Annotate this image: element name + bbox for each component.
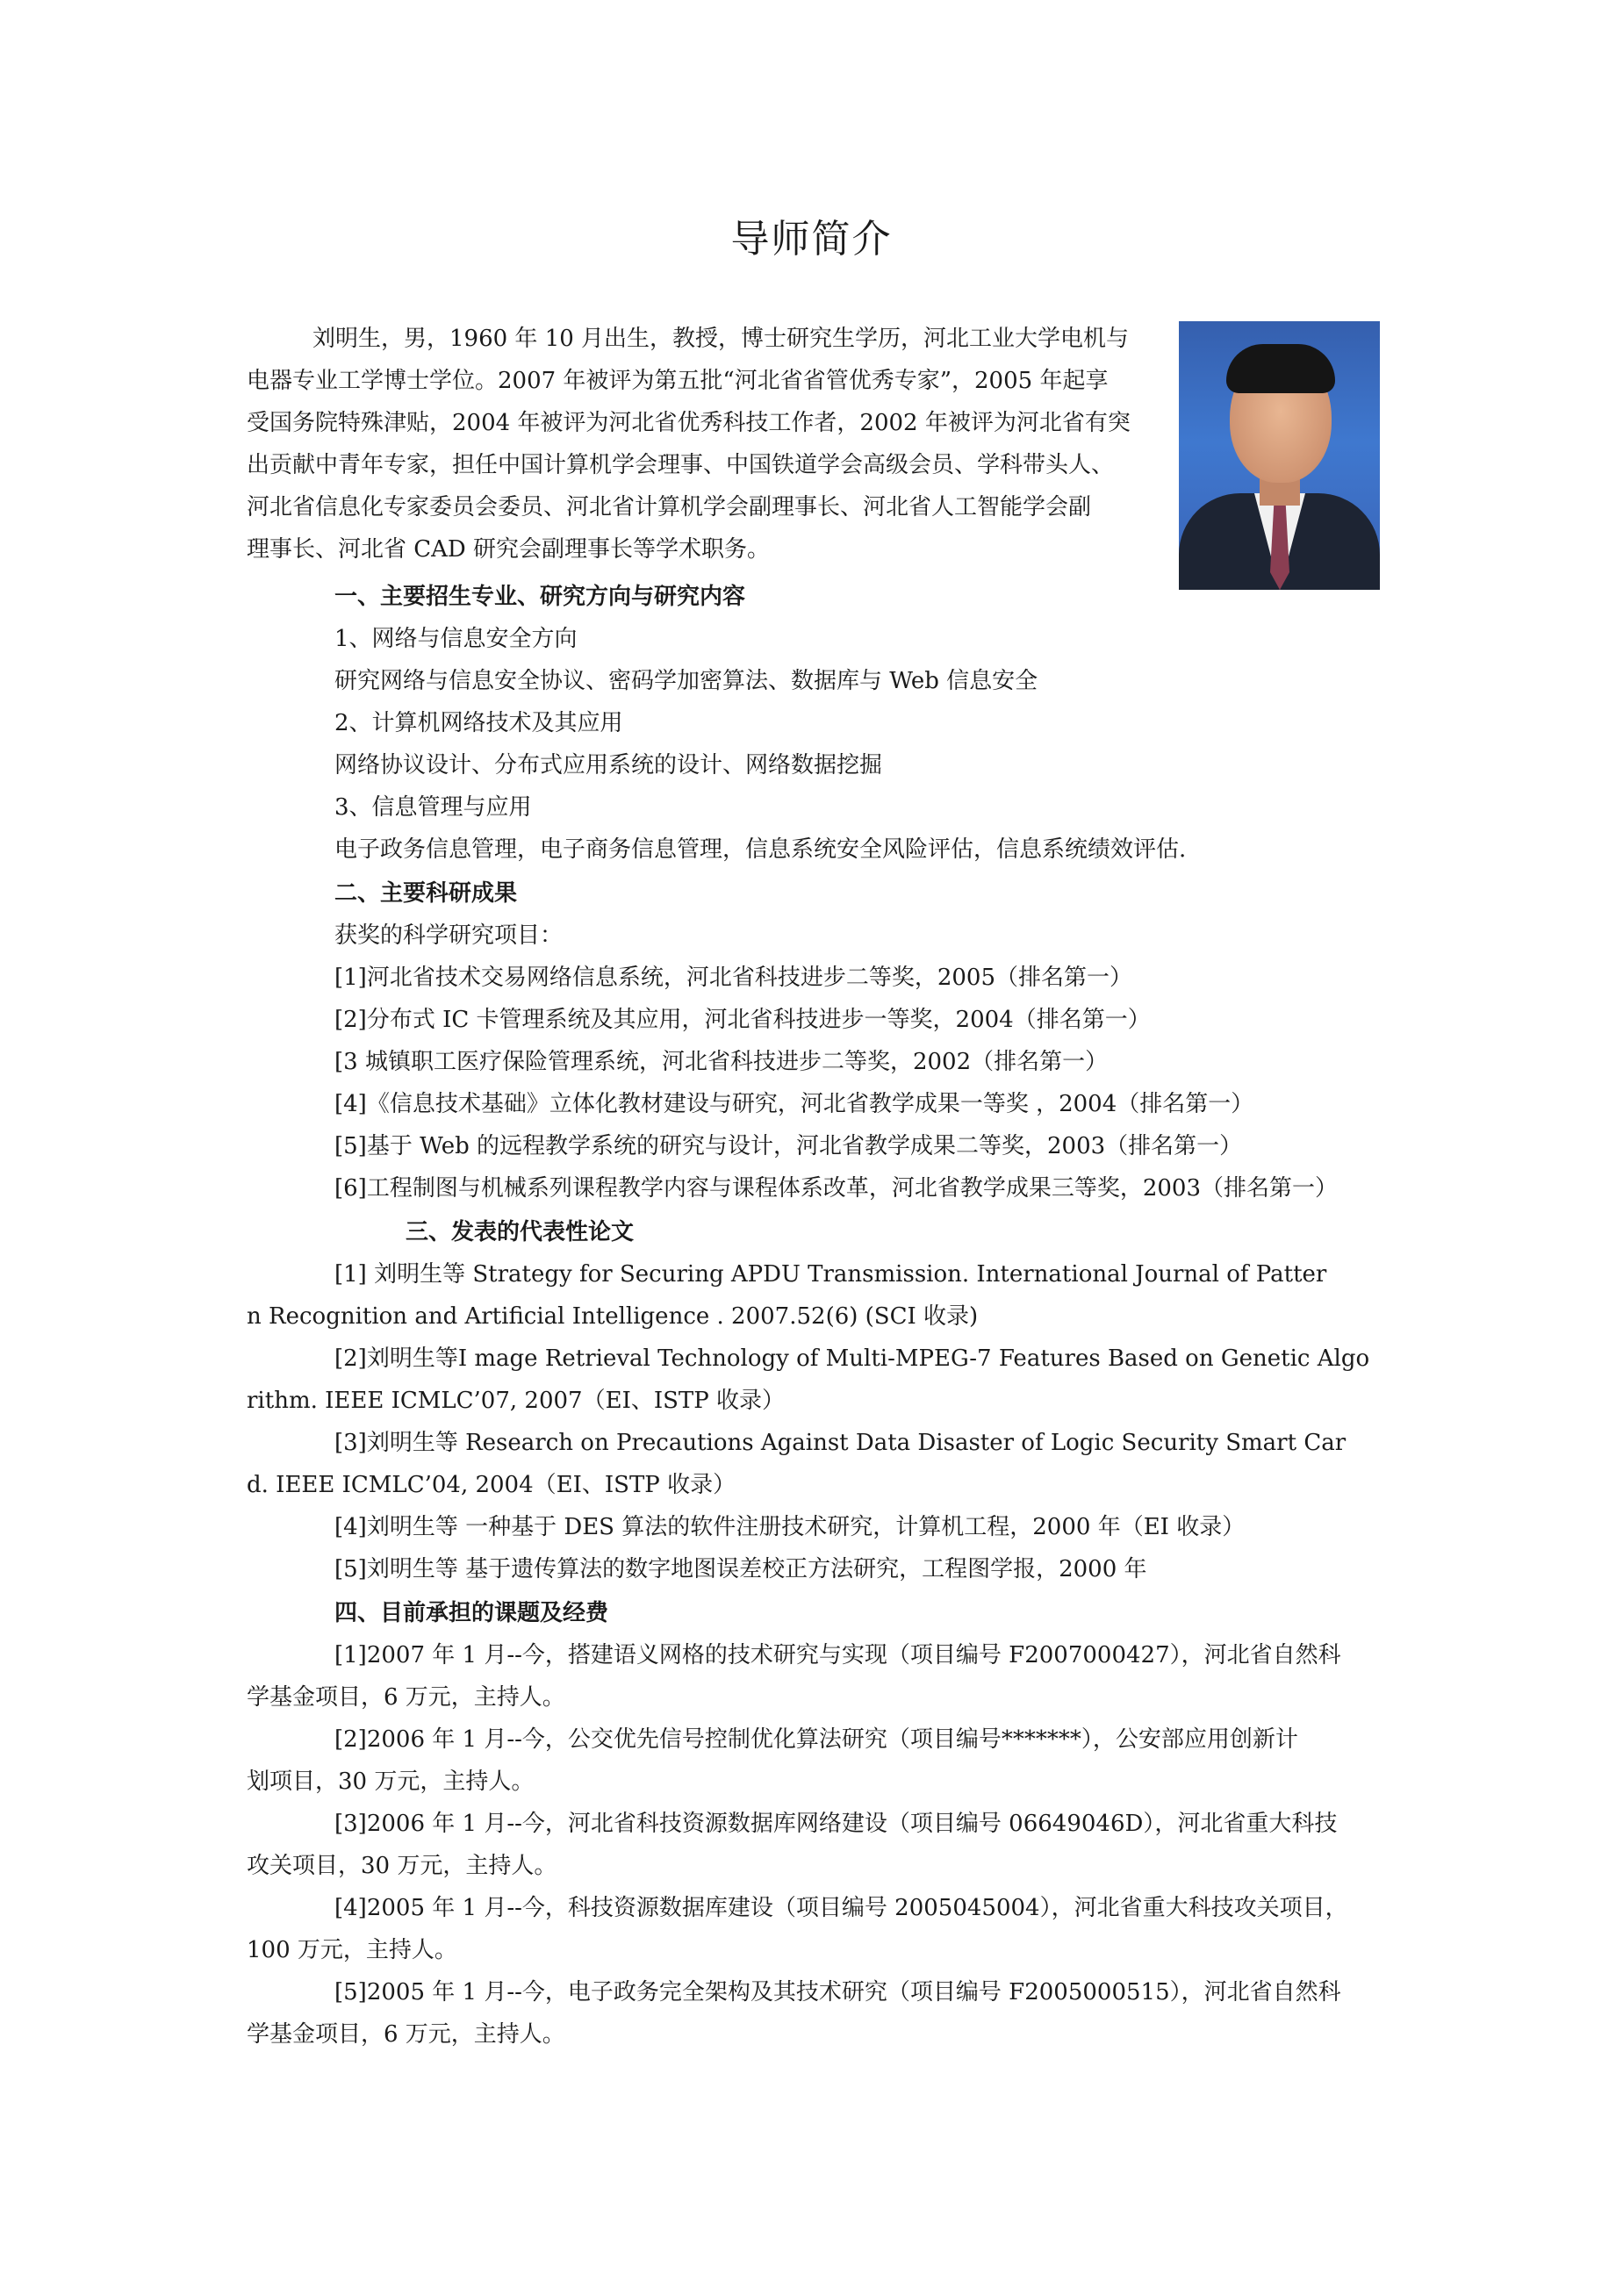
intro-line: 河北省信息化专家委员会委员、河北省计算机学会副理事长、河北省人工智能学会副 [247, 494, 1092, 520]
section-line: 2、计算机网络技术及其应用 [334, 710, 623, 736]
project-item: 学基金项目，6 万元，主持人。 [247, 1684, 565, 1711]
project-item: 100 万元，主持人。 [247, 1937, 457, 1963]
paper-item: [5]刘明生等 基于遗传算法的数字地图误差校正方法研究，工程图学报，2000 年 [334, 1556, 1147, 1582]
paper-item: [1] 刘明生等 Strategy for Securing APDU Transmission. International Journal of Patter [334, 1261, 1327, 1288]
project-item: 划项目，30 万元，主持人。 [247, 1769, 535, 1795]
intro-line: 刘明生，男，1960 年 10 月出生，教授，博士研究生学历，河北工业大学电机与 [312, 326, 1130, 352]
project-item: [1]2007 年 1 月--今，搭建语义网格的技术研究与实现（项目编号 F2007000427），河北省自然科 [334, 1642, 1341, 1668]
project-item: [2]2006 年 1 月--今，公交优先信号控制优化算法研究（项目编号*******），公安部应用创新计 [334, 1726, 1298, 1753]
section-heading: 四、目前承担的课题及经费 [334, 1600, 609, 1626]
award-item: [2]分布式 IC 卡管理系统及其应用，河北省科技进步一等奖，2004（排名第一） [334, 1007, 1151, 1033]
project-item: [5]2005 年 1 月--今，电子政务完全架构及其技术研究（项目编号 F2005000515），河北省自然科 [334, 1979, 1341, 2005]
section-heading: 一、主要招生专业、研究方向与研究内容 [334, 584, 746, 610]
section-heading: 三、发表的代表性论文 [406, 1219, 635, 1245]
intro-line: 电器专业工学博士学位。2007 年被评为第五批“河北省省管优秀专家”，2005 年起享 [247, 368, 1109, 394]
paper-item: [4]刘明生等 一种基于 DES 算法的软件注册技术研究，计算机工程，2000 年（EI 收录） [334, 1514, 1246, 1540]
project-item: [4]2005 年 1 月--今，科技资源数据库建设（项目编号 2005045004），河北省重大科技攻关项目， [334, 1895, 1348, 1921]
intro-line: 出贡献中青年专家，担任中国计算机学会理事、中国铁道学会高级会员、学科带头人、 [247, 452, 1115, 478]
section-line: 3、信息管理与应用 [334, 794, 532, 821]
paper-item: n Recognition and Artificial Intelligence . 2007.52(6) (SCI 收录) [247, 1303, 979, 1330]
section-line: 1、网络与信息安全方向 [334, 626, 578, 652]
section-line: 电子政务信息管理，电子商务信息管理，信息系统安全风险评估，信息系统绩效评估. [334, 836, 1187, 863]
page-title: 导师简介 [730, 217, 893, 262]
award-item: [4]《信息技术基础》立体化教材建设与研究，河北省教学成果一等奖 ，2004（排名第一） [334, 1091, 1254, 1117]
section-heading: 二、主要科研成果 [334, 880, 518, 907]
intro-line: 受国务院特殊津贴，2004 年被评为河北省优秀科技工作者，2002 年被评为河北省有突 [247, 410, 1131, 436]
project-item: [3]2006 年 1 月--今，河北省科技资源数据库网络建设（项目编号 06649046D），河北省重大科技 [334, 1811, 1338, 1837]
section-line: 获奖的科学研究项目： [334, 922, 564, 949]
award-item: [1]河北省技术交易网络信息系统，河北省科技进步二等奖，2005（排名第一） [334, 965, 1132, 991]
award-item: [6]工程制图与机械系列课程教学内容与课程体系改革，河北省教学成果三等奖，2003（排名第一） [334, 1175, 1338, 1202]
project-item: 攻关项目，30 万元，主持人。 [247, 1853, 557, 1879]
portrait-photo [1179, 321, 1380, 590]
award-item: [3 城镇职工医疗保险管理系统，河北省科技进步二等奖，2002（排名第一） [334, 1049, 1109, 1075]
section-line: 网络协议设计、分布式应用系统的设计、网络数据挖掘 [334, 752, 883, 778]
paper-item: d. IEEE ICMLC’04, 2004（EI、ISTP 收录） [247, 1472, 736, 1498]
paper-item: [2]刘明生等I mage Retrieval Technology of Multi-MPEG-7 Features Based on Genetic Algo [334, 1345, 1370, 1372]
award-item: [5]基于 Web 的远程教学系统的研究与设计，河北省教学成果二等奖，2003（排名第一） [334, 1133, 1243, 1159]
project-item: 学基金项目，6 万元，主持人。 [247, 2021, 565, 2048]
section-line: 研究网络与信息安全协议、密码学加密算法、数据库与 Web 信息安全 [334, 668, 1038, 694]
paper-item: rithm. IEEE ICMLC’07, 2007（EI、ISTP 收录） [247, 1388, 786, 1414]
paper-item: [3]刘明生等 Research on Precautions Against Data Disaster of Logic Security Smart Car [334, 1430, 1347, 1456]
intro-line: 理事长、河北省 CAD 研究会副理事长等学术职务。 [247, 536, 771, 563]
